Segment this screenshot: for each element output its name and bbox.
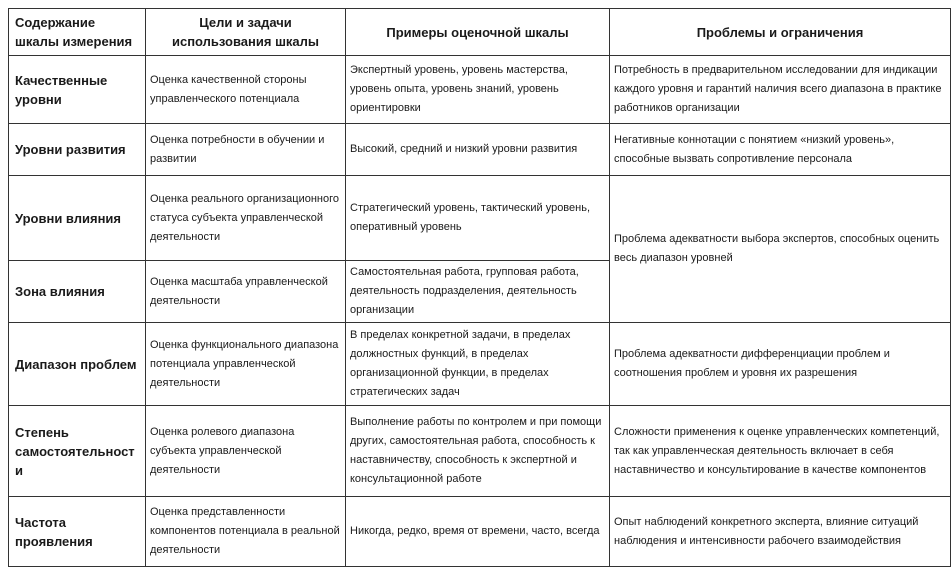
header-scale-content: Содержание шкалы измерения [9,9,146,56]
row-problems: Проблема адекватности дифференциации проблем и соотношения проблем и уровня их разрешения [610,323,951,406]
row-goal: Оценка реального организационного статуса субъекта управленческой деятельности [146,176,346,261]
row-goal: Оценка функционального диапазона потенциала управленческой деятельности [146,323,346,406]
row-problems: Потребность в предварительном исследовании для индикации каждого уровня и гарантий наличия всего диапазона в практике работников организации [610,56,951,124]
row-name: Качественные уровни [9,56,146,124]
row-examples: Экспертный уровень, уровень мастерства, уровень опыта, уровень знаний, уровень ориентировки [346,56,610,124]
row-problems-merged: Проблема адекватности выбора экспертов, способных оценить весь диапазон уровней [610,176,951,323]
header-examples: Примеры оценочной шкалы [346,9,610,56]
row-name: Уровни развития [9,124,146,176]
table-row [9,406,951,497]
scale-table-container [8,8,950,567]
header-problems: Проблемы и ограничения [610,9,951,56]
row-examples: В пределах конкретной задачи, в пределах должностных функций, в пределах организационной функции, в пределах стратегических задач [346,323,610,406]
row-examples: Никогда, редко, время от времени, часто, всегда [346,497,610,567]
table-row [9,124,951,176]
header-goals: Цели и задачи использования шкалы [146,9,346,56]
row-name: Степень самостоятельности [9,406,146,497]
table-row [9,56,951,124]
table-row [9,176,951,261]
row-goal: Оценка ролевого диапазона субъекта управленческой деятельности [146,406,346,497]
row-goal: Оценка масштаба управленческой деятельности [146,261,346,323]
row-name: Частота проявления [9,497,146,567]
row-name: Зона влияния [9,261,146,323]
row-goal: Оценка качественной стороны управленческого потенциала [146,56,346,124]
row-goal: Оценка представленности компонентов потенциала в реальной деятельности [146,497,346,567]
row-problems: Опыт наблюдений конкретного эксперта, влияние ситуаций наблюдения и интенсивности рабочего взаимодействия [610,497,951,567]
row-name: Уровни влияния [9,176,146,261]
row-examples: Высокий, средний и низкий уровни развития [346,124,610,176]
row-goal: Оценка потребности в обучении и развитии [146,124,346,176]
row-problems: Негативные коннотации с понятием «низкий уровень», способные вызвать сопротивление персонала [610,124,951,176]
table-row [9,323,951,406]
row-name: Диапазон проблем [9,323,146,406]
row-examples: Выполнение работы по контролем и при помощи других, самостоятельная работа, способность к наставничеству, способность к экспертной и консультационной работе [346,406,610,497]
table-row [9,497,951,567]
row-examples: Стратегический уровень, тактический уровень, оперативный уровень [346,176,610,261]
table-header-row [9,9,951,56]
row-problems: Сложности применения к оценке управленческих компетенций, так как управленческая деятельность включает в себя наставничество и консультирование в качестве компонентов [610,406,951,497]
scale-table [8,8,951,567]
row-examples: Самостоятельная работа, групповая работа, деятельность подразделения, деятельность организации [346,261,610,323]
